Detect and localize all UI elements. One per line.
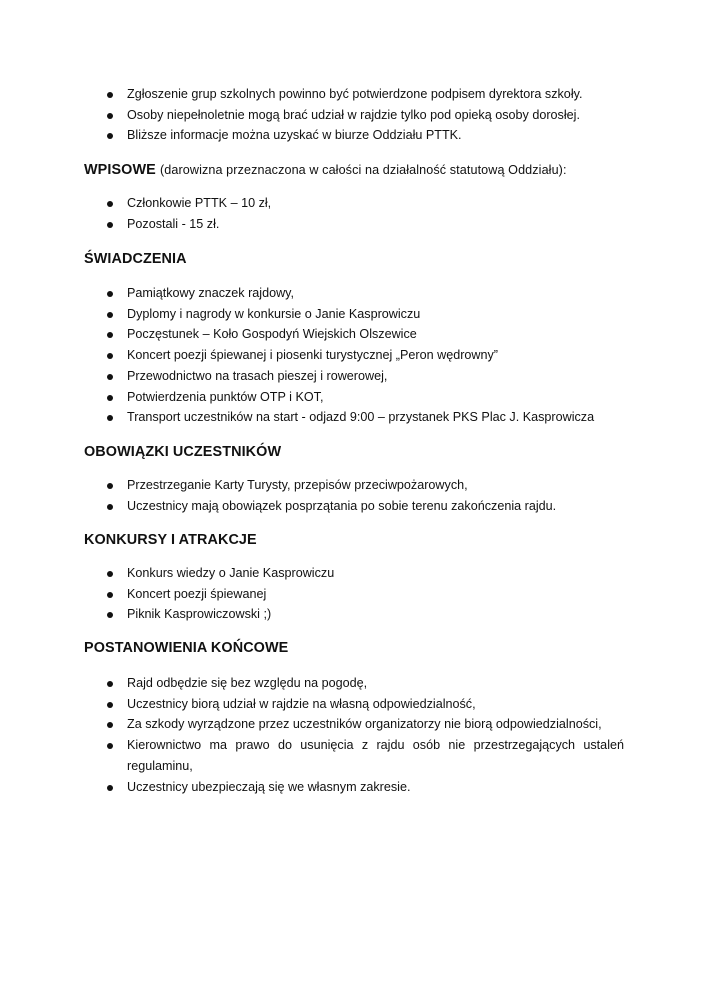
wpisowe-list-section xyxy=(84,193,624,234)
list-item: Poczęstunek – Koło Gospodyń Wiejskich Olszewice xyxy=(84,324,624,345)
list-item: Konkurs wiedzy o Janie Kasprowiczu xyxy=(84,563,624,584)
list-item: Bliższe informacje można uzyskać w biurze Oddziału PTTK. xyxy=(84,125,624,146)
list-item: Uczestnicy biorą udział w rajdzie na własną odpowiedzialność, xyxy=(84,694,624,715)
section-heading-swiadczenia: ŚWIADCZENIA xyxy=(84,251,187,267)
list-item: Dyplomy i nagrody w konkursie o Janie Kasprowiczu xyxy=(84,304,624,325)
list-item: Zgłoszenie grup szkolnych powinno być potwierdzone podpisem dyrektora szkoły. xyxy=(84,84,624,105)
list-item: Członkowie PTTK – 10 zł, xyxy=(84,193,624,214)
list-item: Transport uczestników na start - odjazd 9:00 – przystanek PKS Plac J. Kasprowicza xyxy=(84,407,624,428)
bullet-icon xyxy=(107,332,113,338)
list-item: Pozostali - 15 zł. xyxy=(84,214,624,235)
wpisowe-list xyxy=(84,193,624,234)
list-item: Potwierdzenia punktów OTP i KOT, xyxy=(84,387,624,408)
swiadczenia-list-section xyxy=(84,283,624,428)
swiadczenia-list xyxy=(84,283,624,428)
postanowienia-list xyxy=(84,673,624,797)
bullet-icon xyxy=(107,395,113,401)
list-item: Koncert poezji śpiewanej xyxy=(84,584,624,605)
bullet-icon xyxy=(107,291,113,297)
section-heading-postanowienia: POSTANOWIENIA KOŃCOWE xyxy=(84,640,289,656)
obowiazki-list xyxy=(84,475,624,516)
list-item: Przestrzeganie Karty Turysty, przepisów przeciwpożarowych, xyxy=(84,475,624,496)
bullet-icon xyxy=(107,504,113,510)
bullet-icon xyxy=(107,785,113,791)
bullet-icon xyxy=(107,133,113,139)
konkursy-list-section xyxy=(84,563,624,625)
list-item: Uczestnicy ubezpieczają się we własnym zakresie. xyxy=(84,777,624,798)
bullet-icon xyxy=(107,222,113,228)
section-heading-obowiazki: OBOWIĄZKI UCZESTNIKÓW xyxy=(84,444,282,460)
bullet-icon xyxy=(107,743,113,749)
section-heading-wpisowe: WPISOWE (darowizna przeznaczona w całości na działalność statutową Oddziału): xyxy=(84,162,567,178)
bullet-icon xyxy=(107,374,113,380)
list-item: Za szkody wyrządzone przez uczestników organizatorzy nie biorą odpowiedzialności, xyxy=(84,714,624,735)
postanowienia-list-section xyxy=(84,673,624,797)
bullet-icon xyxy=(107,612,113,618)
bullet-icon xyxy=(107,353,113,359)
bullet-icon xyxy=(107,92,113,98)
intro-list-section xyxy=(84,84,624,146)
bullet-icon xyxy=(107,681,113,687)
obowiazki-list-section xyxy=(84,475,624,516)
list-item: Uczestnicy mają obowiązek posprzątania po sobie terenu zakończenia rajdu. xyxy=(84,496,624,517)
list-item: Pamiątkowy znaczek rajdowy, xyxy=(84,283,624,304)
section-heading-konkursy: KONKURSY I ATRAKCJE xyxy=(84,532,257,548)
bullet-icon xyxy=(107,201,113,207)
bullet-icon xyxy=(107,312,113,318)
list-item: Osoby niepełnoletnie mogą brać udział w rajdzie tylko pod opieką osoby dorosłej. xyxy=(84,105,624,126)
konkursy-list xyxy=(84,563,624,625)
intro-list xyxy=(84,84,624,146)
bullet-icon xyxy=(107,592,113,598)
list-item: Rajd odbędzie się bez względu na pogodę, xyxy=(84,673,624,694)
list-item: Kierownictwo ma prawo do usunięcia z rajdu osób nie przestrzegających ustaleń regulaminu, xyxy=(84,735,624,776)
list-item: Koncert poezji śpiewanej i piosenki turystycznej „Peron wędrowny” xyxy=(84,345,624,366)
bullet-icon xyxy=(107,702,113,708)
bullet-icon xyxy=(107,571,113,577)
bullet-icon xyxy=(107,483,113,489)
bullet-icon xyxy=(107,415,113,421)
list-item: Piknik Kasprowiczowski ;) xyxy=(84,604,624,625)
list-item: Przewodnictwo na trasach pieszej i rowerowej, xyxy=(84,366,624,387)
bullet-icon xyxy=(107,722,113,728)
bullet-icon xyxy=(107,113,113,119)
